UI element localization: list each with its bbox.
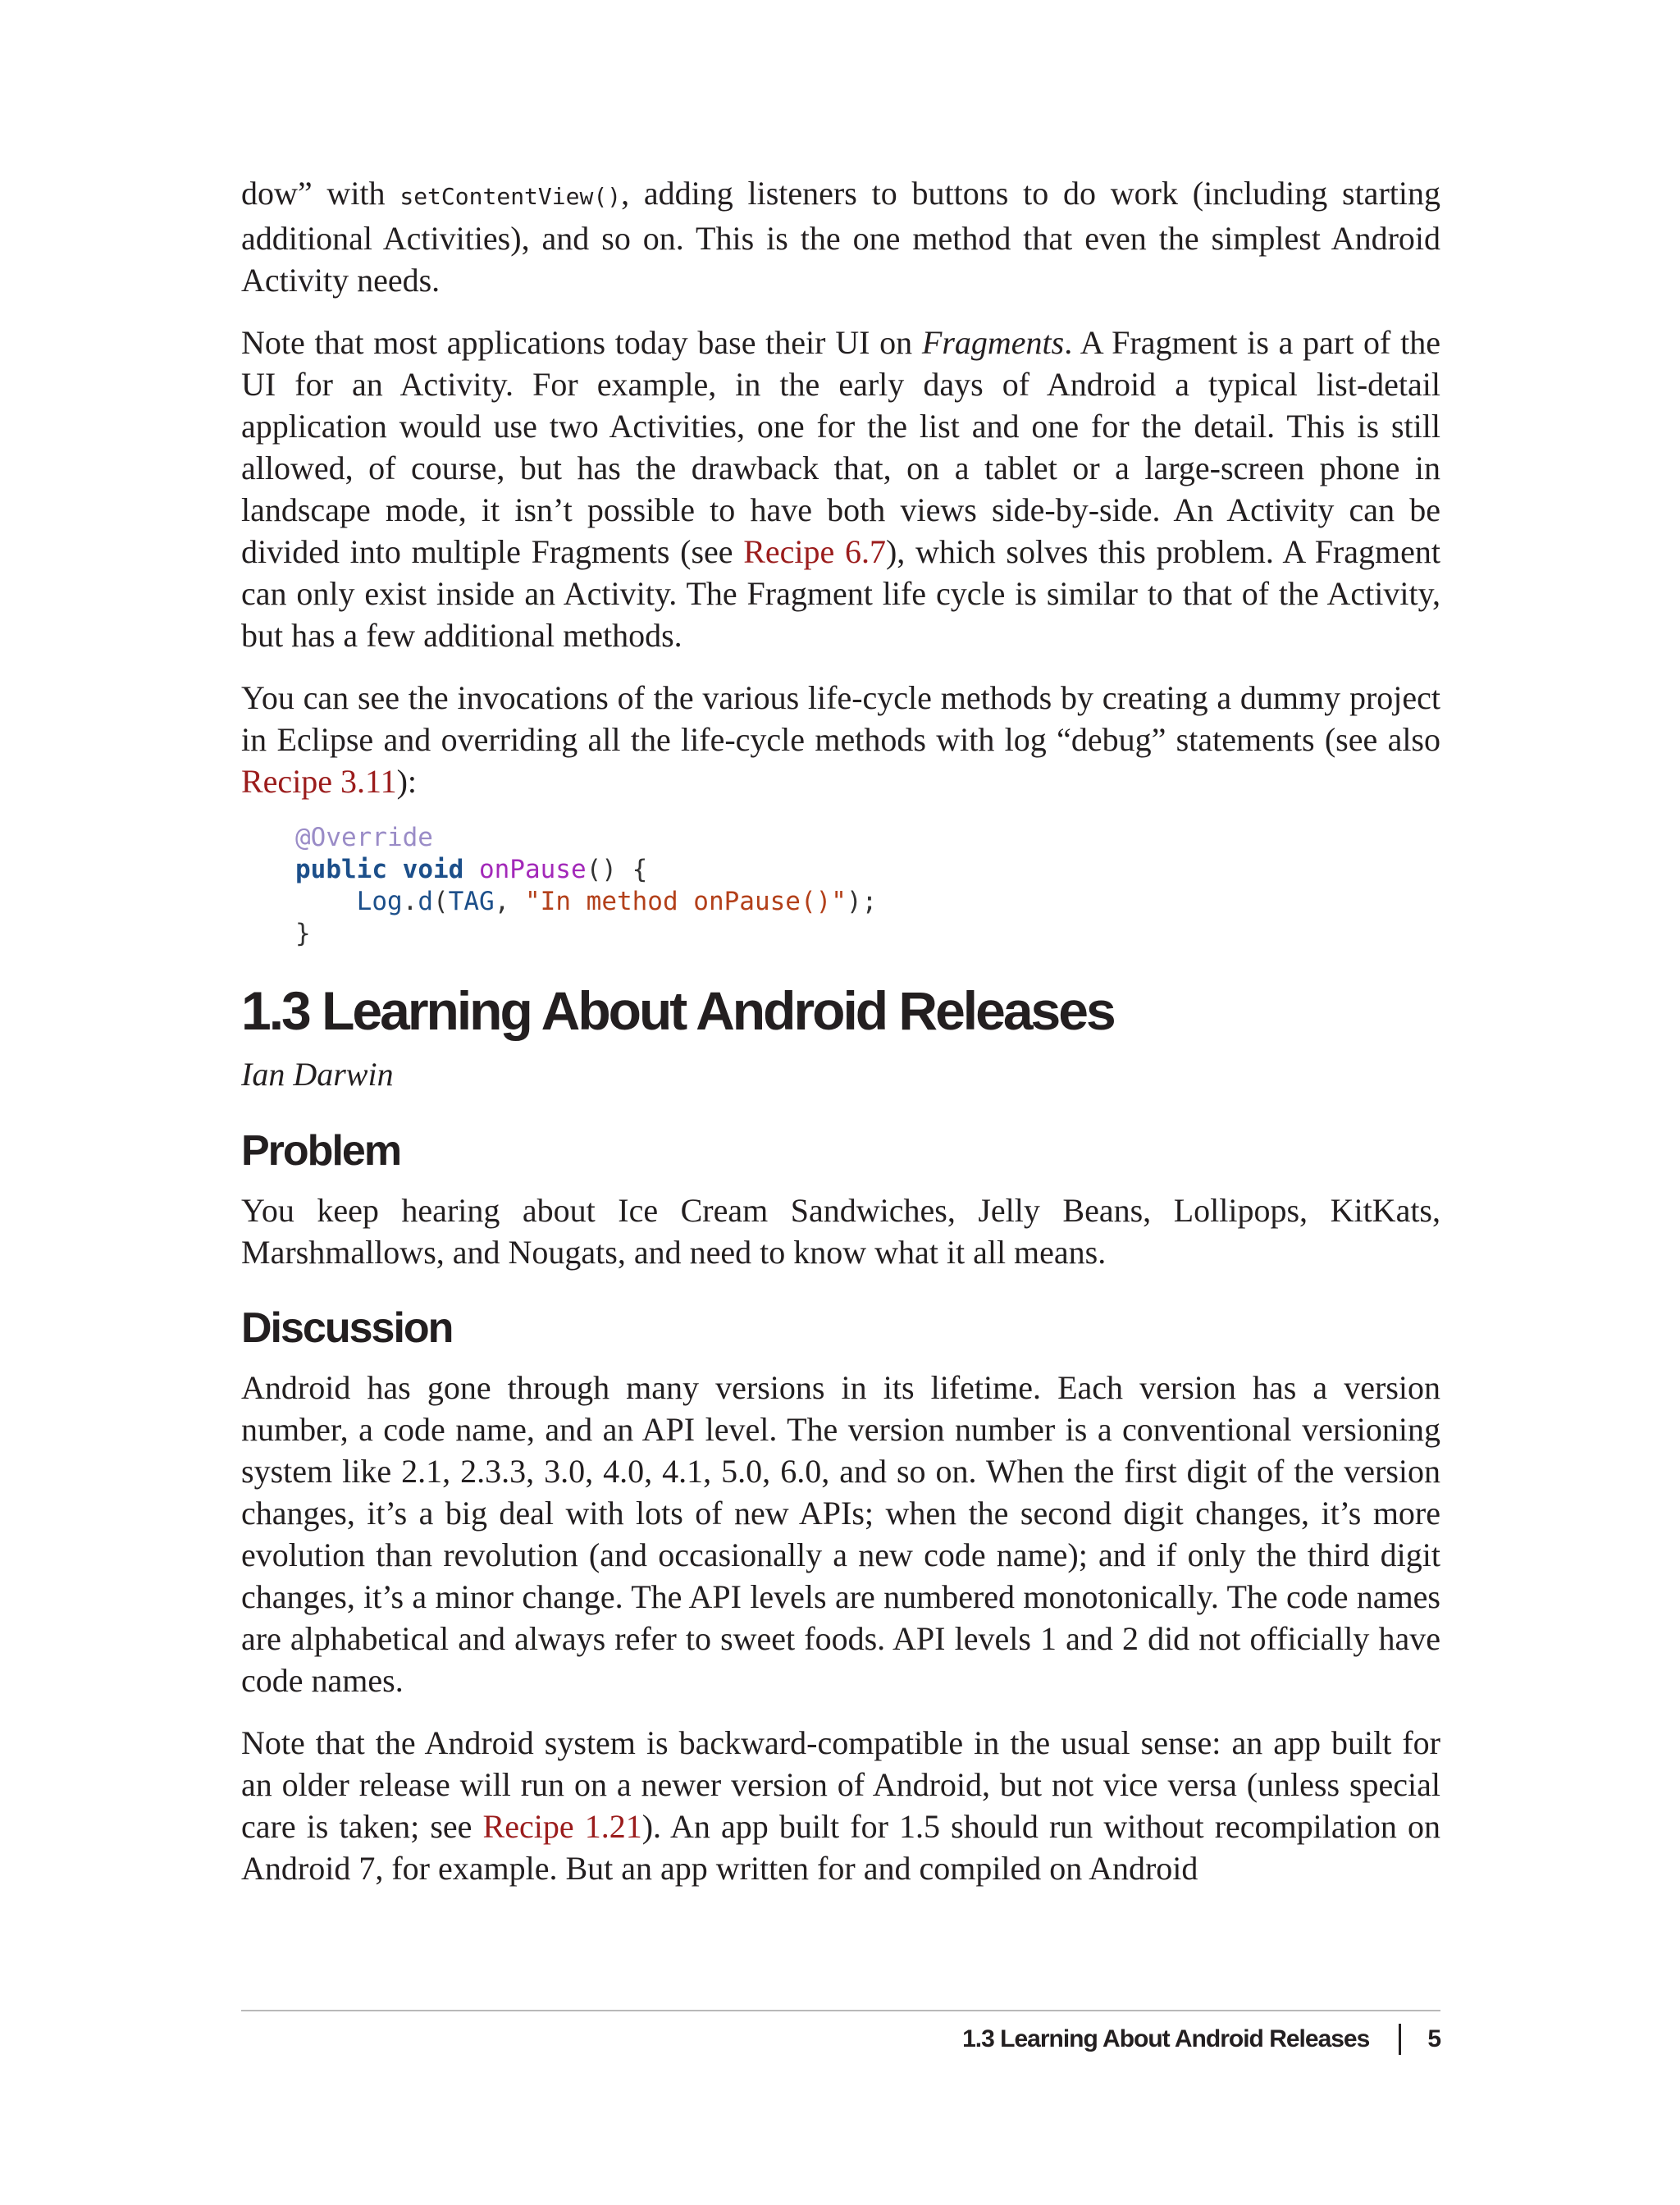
code-open-paren: (: [433, 887, 449, 916]
paragraph-text: dow” with: [241, 175, 400, 212]
code-keyword-public: public: [295, 855, 387, 884]
code-comma: ,: [494, 887, 525, 916]
discussion-paragraph-2: [241, 1722, 1440, 1889]
paragraph-text: ). An app built for 1.5 should run without recompilation on Android 7, for example. But an app written for and compiled on Android: [241, 1808, 1440, 1887]
paragraph-text: Note that the Android system is backward-compatible in the usual sense: an app built for an older release will run on a newer version of Android, but not vice versa (unless special care is taken; see: [241, 1724, 1440, 1845]
code-dot: .: [402, 887, 418, 916]
section-title: 1.3 Learning About Android Releases: [241, 980, 1114, 1041]
footer-page-number: 5: [1427, 2025, 1440, 2052]
code-log-method: d: [418, 887, 433, 916]
problem-heading: Problem: [241, 1127, 401, 1175]
code-indent: [295, 887, 357, 916]
recipe-3-11-link[interactable]: Recipe 3.11: [241, 763, 397, 800]
section-author: Ian Darwin: [241, 1056, 394, 1093]
paragraph-text: , adding listeners to buttons to do work (including starting additional Activities), and so on. This is the one method that even the simplest Android Activity needs.: [241, 175, 1440, 299]
paragraph-text: ):: [396, 763, 418, 800]
discussion-paragraph-1: Android has gone through many versions in its lifetime. Each version has a version number, a code name, and an API level. The version number is a conventional versioning system like 2.1, 2.3.3, 3.0, 4.0, 4.1, 5.0, 6.0, and so on. When the first digit of the version changes, it’s a big deal with lots of new APIs; when the second digit changes, it’s more evolution than revolution (and occasionally a new code name); and if only the third digit changes, it’s a minor change. The API levels are numbered monotonically. The code names are alphabetical and always refer to sweet foods. API levels 1 and 2 did not officially have code names.: [241, 1369, 1440, 1699]
page-content: [241, 172, 1440, 1889]
code-keyword-void: void: [402, 855, 464, 884]
recipe-1-21-link[interactable]: Recipe 1.21: [482, 1808, 642, 1845]
emphasis-fragments: Fragments: [921, 324, 1065, 361]
footer-running-title: 1.3 Learning About Android Releases: [962, 2025, 1370, 2052]
inline-code: setContentView(): [399, 183, 622, 210]
page-footer: [962, 2023, 1440, 2056]
paragraph-text: Note that most applications today base their UI on: [241, 324, 922, 361]
paragraph-text: You can see the invocations of the various life-cycle methods by creating a dummy project in Eclipse and overriding all the life-cycle methods with log “debug” statements (see also: [241, 679, 1440, 758]
discussion-heading: Discussion: [241, 1304, 453, 1352]
paragraph-text: . A Fragment is a part of the UI for an Activity. For example, in the early days of Android a typical list-detail application would use two Activities, one for the list and one for the detail. This is still allowed, of course, but has the drawback that, on a tablet or a large-screen phone in landscape mode, it isn’t possible to have both views side-by-side. An Activity can be divided into multiple Fragments (see: [241, 324, 1440, 570]
recipe-6-7-link[interactable]: Recipe 6.7: [743, 533, 886, 570]
code-block: [295, 822, 1440, 950]
paragraph-text: ), which solves this problem. A Fragment can only exist inside an Activity. The Fragment life cycle is similar to that of the Activity, but has a few additional methods.: [241, 533, 1440, 654]
code-annotation: @Override: [295, 823, 433, 852]
code-string-literal: "In method onPause()": [525, 887, 847, 916]
paragraph-setcontentview: [241, 172, 1440, 301]
code-log-class: Log: [356, 887, 403, 916]
paragraph-lifecycle: [241, 677, 1440, 802]
code-closing-brace: }: [295, 919, 311, 948]
code-method-name: onPause: [478, 855, 587, 884]
paragraph-fragments: [241, 322, 1440, 656]
footer-separator: [1399, 2024, 1401, 2055]
code-tag-constant: TAG: [448, 887, 495, 916]
footer-rule: [241, 2010, 1440, 2011]
problem-text: You keep hearing about Ice Cream Sandwiches, Jelly Beans, Lollipops, KitKats, Marshmallows, and Nougats, and need to know what it all means.: [241, 1192, 1440, 1271]
code-signature-rest: () {: [586, 855, 648, 884]
code-close: );: [846, 887, 878, 916]
